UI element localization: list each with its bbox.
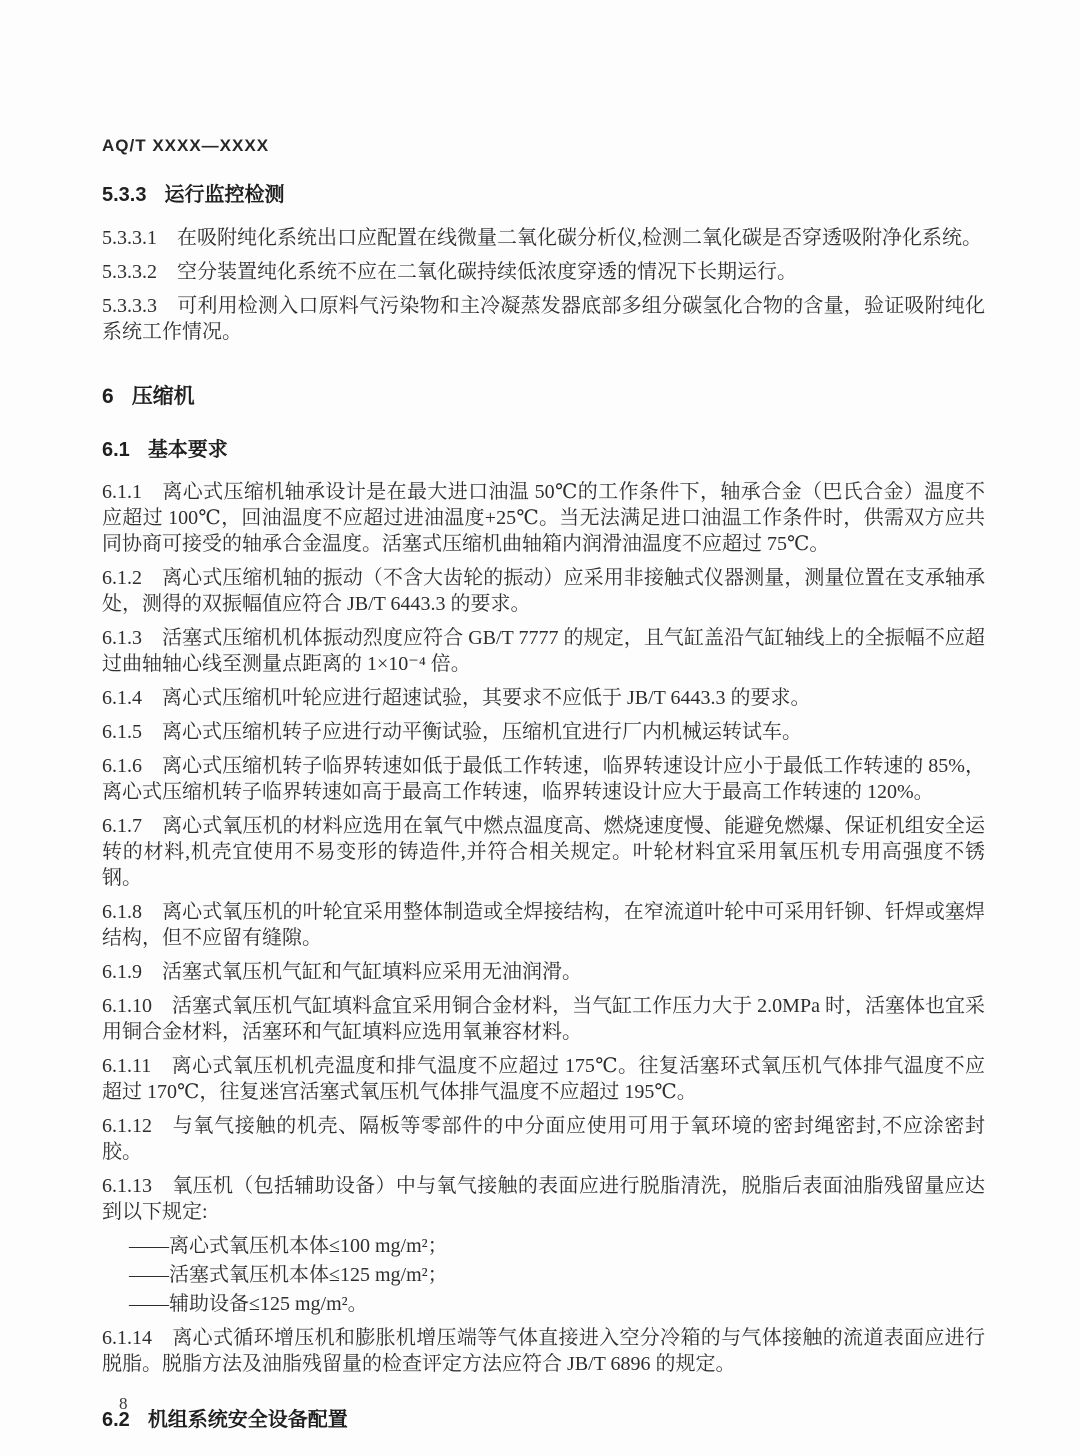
clause-number: 6.1.8 xyxy=(102,901,142,923)
section-title: 基本要求 xyxy=(147,439,228,461)
clause-6-1-12 xyxy=(102,1113,985,1165)
clause-6-1-6 xyxy=(102,753,985,805)
clause-text: 活塞式氧压机气缸和气缸填料应采用无油润滑。 xyxy=(162,961,582,983)
doc-header: AQ/T XXXX—XXXX xyxy=(102,136,270,155)
clause-text: 空分装置纯化系统不应在二氧化碳持续低浓度穿透的情况下长期运行。 xyxy=(177,261,797,283)
clause-6-1-8 xyxy=(102,899,985,951)
section-title: 机组系统安全设备配置 xyxy=(147,1409,348,1431)
clause-number: 6.1.5 xyxy=(102,721,142,743)
clause-text: 在吸附纯化系统出口应配置在线微量二氧化碳分析仪,检测二氧化碳是否穿透吸附净化系统。 xyxy=(177,227,982,249)
clause-number: 6.1.4 xyxy=(102,687,142,709)
clause-text: 离心式氧压机机壳温度和排气温度不应超过 175℃。往复活塞环式氧压机气体排气温度不应超过 170℃，往复迷宫活塞式氧压机气体排气温度不应超过 195℃。 xyxy=(102,1055,985,1103)
clause-6-1-10 xyxy=(102,993,985,1045)
clause-text: 可利用检测入口原料气污染物和主冷凝蒸发器底部多组分碳氢化合物的含量，验证吸附纯化系统工作情况。 xyxy=(102,295,985,343)
clause-6-1-13 xyxy=(102,1173,985,1225)
section-number: 6.1 xyxy=(102,439,130,461)
section-heading-6-1 xyxy=(102,437,985,463)
chapter-number: 6 xyxy=(102,385,114,408)
section-heading-6-2 xyxy=(102,1407,985,1433)
list-item-centrifugal-limit: ——离心式氧压机本体≤100 mg/m²； xyxy=(129,1235,448,1257)
clause-text: 离心式氧压机的材料应选用在氧气中燃点温度高、燃烧速度慢、能避免燃爆、保证机组安全运转的材料,机壳宜使用不易变形的铸造件,并符合相关规定。叶轮材料宜采用氧压机专用高强度不锈钢。 xyxy=(102,815,985,889)
clause-6-1-7 xyxy=(102,813,985,891)
chapter-heading-6 xyxy=(102,383,985,411)
clause-number: 6.1.2 xyxy=(102,567,142,589)
clause-6-1-4 xyxy=(102,685,985,711)
page-number: 8 xyxy=(119,1394,128,1413)
clause-5-3-3-3 xyxy=(102,293,985,345)
clause-number: 5.3.3.2 xyxy=(102,261,157,283)
clause-6-1-9 xyxy=(102,959,985,985)
section-number: 5.3.3 xyxy=(102,184,147,206)
clause-6-1-5 xyxy=(102,719,985,745)
clause-number: 6.1.1 xyxy=(102,481,142,503)
clause-6-1-11 xyxy=(102,1053,985,1105)
list-item-piston-limit: ——活塞式氧压机本体≤125 mg/m²； xyxy=(129,1264,448,1286)
clause-text: 与氧气接触的机壳、隔板等零部件的中分面应使用可用于氧环境的密封绳密封,不应涂密封胶。 xyxy=(102,1115,985,1163)
section-number: 6.2 xyxy=(102,1409,130,1431)
section-title: 运行监控检测 xyxy=(164,184,285,206)
clause-6-1-1 xyxy=(102,479,985,557)
list-item-auxiliary-limit: ——辅助设备≤125 mg/m²。 xyxy=(129,1293,368,1315)
clause-text: 活塞式压缩机机体振动烈度应符合 GB/T 7777 的规定，且气缸盖沿气缸轴线上的全振幅不应超过曲轴轴心线至测量点距离的 1×10⁻⁴ 倍。 xyxy=(102,627,985,675)
section-heading-5-3-3 xyxy=(102,182,985,208)
clause-text: 离心式压缩机轴承设计是在最大进口油温 50℃的工作条件下，轴承合金（巴氏合金）温度不应超过 100℃，回油温度不应超过进油温度+25℃。当无法满足进口油温工作条件时，供需双方应共同协商可接受的轴承合金温度。活塞式压缩机曲轴箱内润滑油温度不应超过 75℃。 xyxy=(102,481,985,555)
clause-text: 离心式氧压机的叶轮宜采用整体制造或全焊接结构，在窄流道叶轮中可采用钎铆、钎焊或塞焊结构，但不应留有缝隙。 xyxy=(102,901,985,949)
clause-number: 5.3.3.3 xyxy=(102,295,157,317)
clause-number: 6.1.11 xyxy=(102,1055,152,1077)
chapter-title: 压缩机 xyxy=(131,385,195,408)
clause-text: 离心式循环增压机和膨胀机增压端等气体直接进入空分冷箱的与气体接触的流道表面应进行脱脂。脱脂方法及油脂残留量的检查评定方法应符合 JB/T 6896 的规定。 xyxy=(102,1327,985,1375)
clause-number: 6.1.6 xyxy=(102,755,142,777)
clause-text: 离心式压缩机转子应进行动平衡试验，压缩机宜进行厂内机械运转试车。 xyxy=(162,721,802,743)
clause-6-1-3 xyxy=(102,625,985,677)
clause-5-3-3-1 xyxy=(102,225,985,251)
clause-text: 活塞式氧压机气缸填料盒宜采用铜合金材料，当气缸工作压力大于 2.0MPa 时，活塞体也宜采用铜合金材料，活塞环和气缸填料应选用氧兼容材料。 xyxy=(102,995,985,1043)
clause-number: 6.1.14 xyxy=(102,1327,152,1349)
clause-number: 6.1.10 xyxy=(102,995,152,1017)
clause-5-3-3-2 xyxy=(102,259,985,285)
clause-number: 5.3.3.1 xyxy=(102,227,157,249)
limit-list xyxy=(102,1233,985,1317)
clause-text: 离心式压缩机叶轮应进行超速试验，其要求不应低于 JB/T 6443.3 的要求。 xyxy=(162,687,811,709)
clause-number: 6.1.12 xyxy=(102,1115,152,1137)
clause-6-1-2 xyxy=(102,565,985,617)
clause-number: 6.1.7 xyxy=(102,815,142,837)
clause-number: 6.1.9 xyxy=(102,961,142,983)
clause-6-1-14 xyxy=(102,1325,985,1377)
clause-number: 6.1.13 xyxy=(102,1175,152,1197)
clause-number: 6.1.3 xyxy=(102,627,142,649)
clause-text: 离心式压缩机轴的振动（不含大齿轮的振动）应采用非接触式仪器测量，测量位置在支承轴承处，测得的双振幅值应符合 JB/T 6443.3 的要求。 xyxy=(102,567,985,615)
clause-text: 氧压机（包括辅助设备）中与氧气接触的表面应进行脱脂清洗，脱脂后表面油脂残留量应达到以下规定: xyxy=(102,1175,985,1223)
clause-text: 离心式压缩机转子临界转速如低于最低工作转速，临界转速设计应小于最低工作转速的 85%，离心式压缩机转子临界转速如高于最高工作转速，临界转速设计应大于最高工作转速的 120%。 xyxy=(102,755,985,803)
